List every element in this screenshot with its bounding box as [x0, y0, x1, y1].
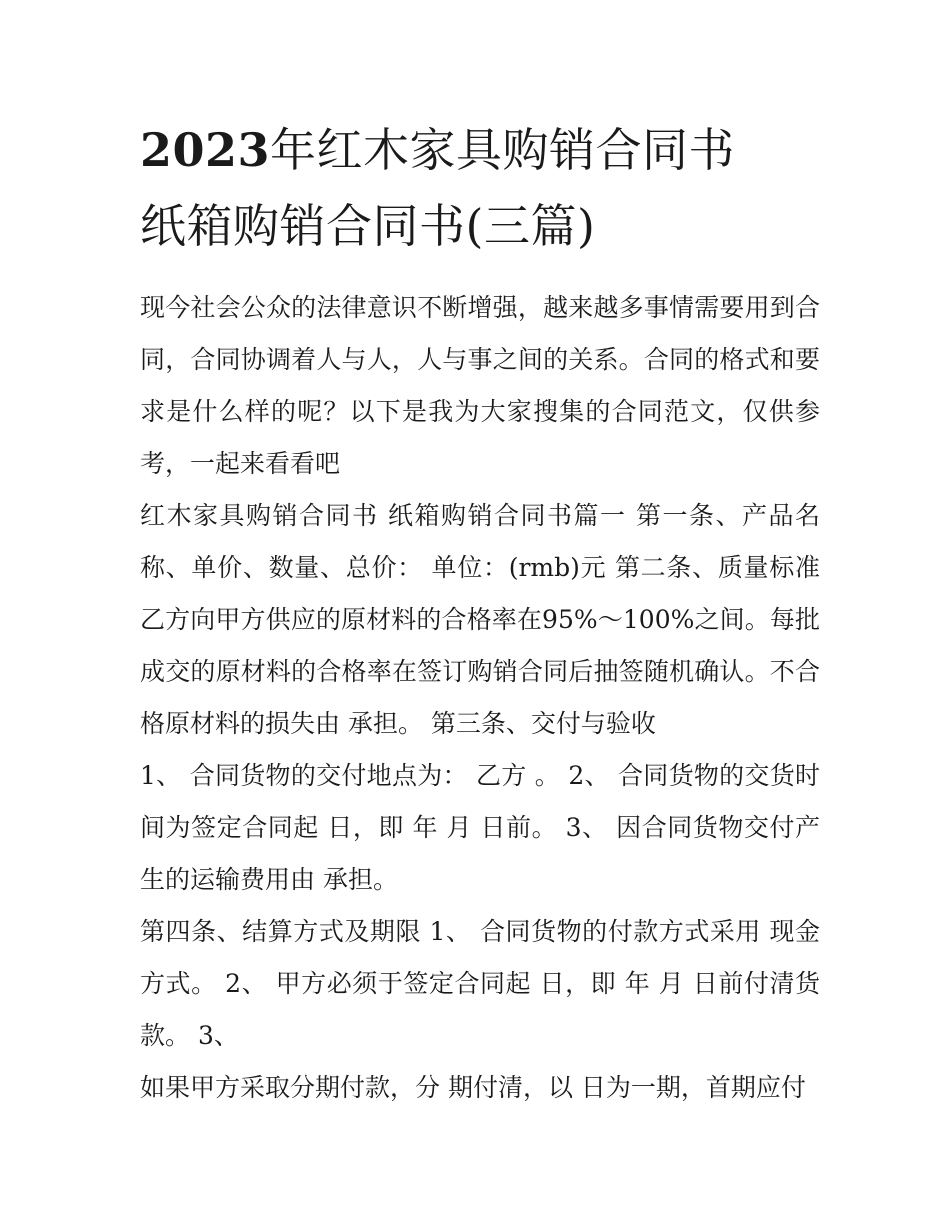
- contract-paragraph-3: 第四条、结算方式及期限 1、 合同货物的付款方式采用 现金方式。 2、 甲方必须于签定合同起 日，即 年 月 日前付清货款。 3、: [140, 917, 820, 1050]
- title-year: 2023: [140, 123, 271, 177]
- title-line-1-text: 年红木家具购销合同书: [270, 123, 736, 177]
- intro-paragraph: 现今社会公众的法律意识不断增强，越来越多事情需要用到合同，合同协调着人与人，人与事之间的关系。合同的格式和要求是什么样的呢？以下是我为大家搜集的合同范文，仅供参考，一起来看看吧: [140, 293, 820, 478]
- title-line-1: [140, 112, 820, 188]
- contract-paragraph-1: 红木家具购销合同书 纸箱购销合同书篇一 第一条、产品名称、单价、数量、总价： 单位：(rmb)元 第二条、质量标准 乙方向甲方供应的原材料的合格率在95%～100%之间。每批成交的原材料的合格率在签订购销合同后抽签随机确认。不合格原材料的损失由 承担。 第三条、交付与验收: [140, 501, 820, 738]
- title-line-2: 纸箱购销合同书(三篇): [140, 199, 596, 253]
- contract-paragraph-2: 1、 合同货物的交付地点为： 乙方 。 2、 合同货物的交货时间为签定合同起 日，即 年 月 日前。 3、 因合同货物交付产生的运输费用由 承担。: [140, 761, 820, 894]
- contract-paragraph-4: 如果甲方采取分期付款，分 期付清，以 日为一期，首期应付: [140, 1073, 806, 1102]
- document-title: [140, 112, 820, 264]
- document-page: [140, 112, 820, 1114]
